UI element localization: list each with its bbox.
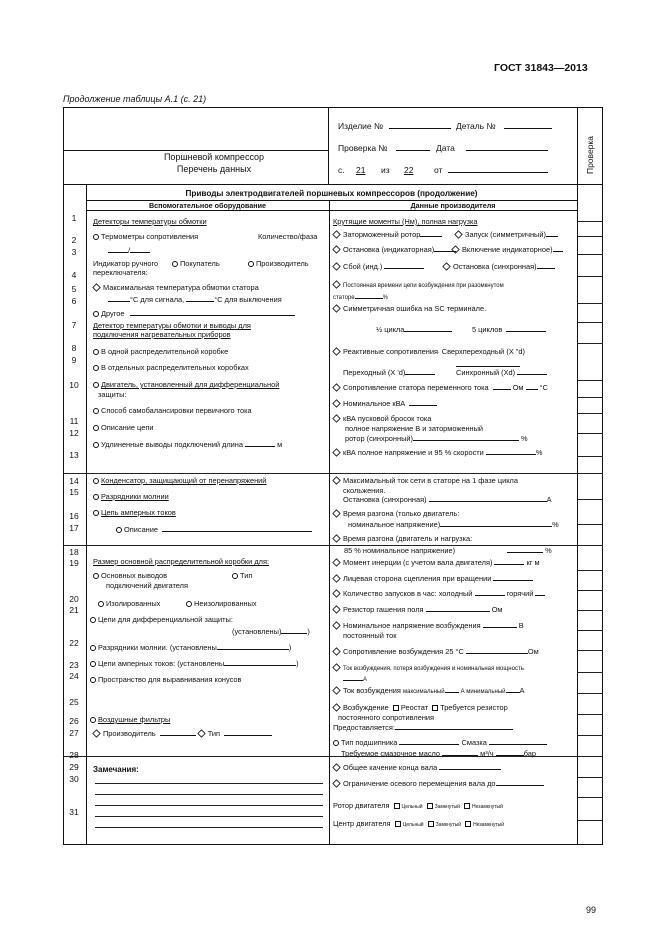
check-rule — [577, 433, 603, 434]
diamond-icon — [332, 589, 340, 597]
radio-icon — [93, 573, 99, 579]
diamond-icon — [332, 534, 340, 542]
date-field[interactable] — [466, 150, 548, 151]
remarks-line[interactable] — [95, 794, 323, 795]
sheet-from: от — [434, 165, 443, 175]
radio-icon — [90, 677, 96, 683]
non-insulated-option[interactable]: Неизолированных — [186, 599, 257, 608]
section-title: Приводы электродвигателей поршневых компрессоров (продолжение) — [185, 189, 478, 198]
diamond-icon — [332, 686, 340, 694]
check-rule — [577, 630, 603, 631]
dc-label: постоянный ток — [343, 631, 397, 640]
field-current-loss-value[interactable]: А — [343, 674, 367, 683]
row-number: 14 — [69, 476, 79, 486]
check-label: Проверка № — [338, 143, 388, 153]
diff-protection-circuits[interactable]: Цепи для дифференциальной защиты: — [90, 615, 233, 624]
page-number: 99 — [586, 905, 597, 915]
row-number: 31 — [69, 807, 79, 817]
row-number: 19 — [69, 558, 79, 568]
row-number: 2 — [71, 235, 77, 245]
lightning-arresters-option[interactable]: Разрядники молнии — [93, 492, 169, 501]
radio-icon — [98, 601, 104, 607]
item-field[interactable] — [389, 128, 451, 129]
ampere-circuit-option[interactable]: Цепь амперных токов — [93, 508, 176, 517]
remarks-line[interactable] — [95, 827, 323, 828]
stator-field[interactable]: статоре % — [333, 292, 388, 301]
diamond-icon — [332, 304, 340, 312]
diamond-icon — [332, 448, 340, 456]
cone-alignment-space[interactable]: Пространство для выравнивания конусов — [90, 675, 241, 684]
row-number: 13 — [69, 450, 79, 460]
full-voltage-locked: полное напряжение В и заторможенный — [345, 424, 484, 433]
bearing-type[interactable]: Тип подшипника Смазка — [333, 738, 547, 747]
field-discharge-resistor[interactable]: Резистор гашения поля Ом — [333, 605, 503, 614]
transient-field[interactable]: Переходный (X 'd) — [343, 368, 435, 377]
check-rule — [577, 499, 603, 500]
installed-field-1[interactable]: (установлены) ) — [232, 627, 310, 636]
leads-type-option[interactable]: Тип — [232, 571, 252, 580]
checkbox-icon[interactable] — [393, 705, 399, 711]
diamond-icon — [332, 763, 340, 771]
main-box-size: Размер основной распределительной коробки для: — [93, 557, 270, 566]
check-rule — [577, 672, 603, 673]
check-rule — [577, 610, 603, 611]
single-box-option[interactable]: В одной распределительной коробке — [93, 347, 228, 356]
radio-icon — [93, 382, 99, 388]
sheet-total: 22 — [404, 165, 414, 175]
winding-temp-detectors: Детекторы температуры обмотки — [93, 217, 207, 226]
starts-per-hour[interactable]: Количество запусков в час: холодный горячий — [333, 589, 545, 598]
radio-icon — [93, 408, 99, 414]
row-number: 4 — [71, 270, 77, 280]
air-filters-option[interactable]: Воздушные фильтры — [90, 715, 170, 724]
checkbox-icon[interactable] — [428, 821, 434, 827]
sync-rotor-field[interactable]: ротор (синхронный) % — [345, 434, 528, 443]
date-label: Дата — [436, 143, 455, 153]
row-number: 9 — [71, 355, 77, 365]
max-line-current[interactable]: Максимальный ток сети в статоре на 1 фазе цикла — [333, 476, 518, 485]
radio-icon — [116, 527, 122, 533]
check-rule — [577, 254, 603, 255]
row-number: 11 — [69, 416, 79, 426]
full-load-torques: Крутящие моменты (Нм), полная нагрузка — [333, 217, 478, 226]
diamond-icon — [332, 262, 340, 270]
indicator-stop-torque[interactable]: Остановка (индикаторная) — [333, 245, 456, 254]
diamond-icon — [332, 347, 340, 355]
check-rule — [577, 303, 603, 304]
row-number: 30 — [69, 774, 79, 784]
radio-icon — [186, 601, 192, 607]
protection-label: защиты: — [98, 390, 127, 399]
table-continuation-label: Продолжение таблицы А.1 (с. 21) — [63, 94, 207, 104]
field-current-loss[interactable]: Ток возбуждения, потеря возбуждения и номинальная мощность — [333, 664, 524, 672]
symmetric-start-torque[interactable]: Запуск (симметричный) — [455, 230, 558, 239]
check-rule — [577, 570, 603, 571]
row-number: 8 — [71, 343, 77, 353]
check-rule — [577, 735, 603, 736]
item-label: Изделие № — [338, 121, 384, 131]
main-leads-option[interactable]: Основных выводов — [93, 571, 167, 580]
detail-field[interactable] — [504, 128, 552, 129]
switch-label-2: переключателя: — [93, 268, 148, 277]
differential-protection-motor[interactable]: Двигатель, установленный для дифференциальной — [93, 380, 279, 389]
five-cycles-field[interactable]: 5 циклов — [472, 325, 546, 334]
resistance-thermometers-option[interactable]: Термометры сопротивления — [93, 232, 198, 241]
header-divider — [328, 107, 329, 185]
field-resistance[interactable]: Сопротивление возбуждения 25 °С Ом — [333, 647, 539, 656]
diamond-icon — [332, 476, 340, 484]
header-bottom-rule — [63, 184, 603, 185]
rated-excitation-voltage[interactable]: Номинальное напряжение возбуждения В — [333, 621, 524, 630]
slip-label: скольжения. — [343, 486, 386, 495]
radio-icon — [93, 510, 99, 516]
rated-kva[interactable]: Номинальное кВА — [333, 399, 437, 408]
radio-icon — [232, 573, 238, 579]
diamond-icon — [197, 729, 205, 737]
check-rule — [577, 650, 603, 651]
check-rule — [577, 343, 603, 344]
lube-oil-required[interactable]: Требуемое смазочное масло м³/ч бар — [341, 749, 536, 758]
middle-column-divider — [329, 200, 330, 845]
title-data-list: Перечень данных — [176, 164, 252, 174]
diamond-icon — [92, 729, 100, 737]
row-number: 28 — [69, 750, 79, 760]
surge-capacitor-option[interactable]: Конденсатор, защищающий от перенапряжений — [93, 476, 266, 485]
other-option[interactable]: Другое — [93, 309, 295, 318]
radio-icon — [93, 425, 99, 431]
insulated-option[interactable]: Изолированных — [98, 599, 160, 608]
check-rule — [577, 322, 603, 323]
check-rule — [577, 590, 603, 591]
check-vertical-label: Проверка — [585, 135, 595, 175]
diamond-icon — [332, 621, 340, 629]
indicator-on-torque[interactable]: Включение индикаторное) — [452, 245, 563, 254]
check-rule — [577, 380, 603, 381]
row-number: 22 — [69, 638, 79, 648]
rtd-heater-leads-2: подключения нагревательных приборов — [93, 330, 231, 339]
diamond-icon — [332, 605, 340, 613]
accel-time-load[interactable]: Время разгона (двигатель и нагрузка: — [333, 534, 472, 543]
field-time-constant[interactable]: Постоянная времени цепи возбуждения при разомкнутом — [333, 281, 504, 289]
diamond-icon — [451, 245, 459, 253]
constant-resistance-label: постоянного сопротивления — [338, 713, 435, 722]
extended-leads-option[interactable]: Удлиненные выводы подключений длина м — [93, 440, 282, 449]
filter-manufacturer[interactable]: Производитель Тип — [93, 729, 272, 738]
radio-icon — [93, 234, 99, 240]
row-number: 25 — [69, 697, 79, 707]
axial-float-limit[interactable]: Ограничение осевого перемещения вала до — [333, 779, 544, 788]
signal-shutdown-temp[interactable]: °С для сигнала, °С для выключения — [108, 295, 282, 304]
check-rule — [577, 777, 603, 778]
row-number: 15 — [69, 487, 79, 497]
right-column-head: Данные производителя — [410, 201, 496, 210]
row-number: 17 — [69, 523, 79, 533]
motor-connections-label: подключений двигателя — [106, 581, 188, 590]
row-number: 27 — [69, 728, 79, 738]
diamond-icon — [332, 558, 340, 566]
check-rule — [577, 413, 603, 414]
row-number: 18 — [69, 547, 79, 557]
switch-indicator-label: Индикатор ручного — [93, 259, 159, 268]
sheet-number: 21 — [356, 165, 366, 175]
check-rule — [577, 397, 603, 398]
radio-icon — [172, 261, 178, 267]
motor-rotor-type[interactable]: Ротор двигателя Цельный Замкнутый Незамкнутый — [333, 801, 503, 810]
row-number: 21 — [69, 605, 79, 615]
remarks-label: Замечания: — [93, 765, 139, 774]
radio-icon — [93, 494, 99, 500]
reactances[interactable]: Реактивные сопротивления· Сверхпереходный (X "d) — [333, 347, 525, 356]
excitation-options[interactable]: Возбуждение Реостат Требуется резистор — [333, 703, 508, 712]
sheet-of: из — [381, 165, 390, 175]
moment-of-inertia[interactable]: Момент инерции (с учетом вала двигателя) кг м — [333, 558, 540, 567]
rated-voltage-field[interactable]: номинальное напряжение) % — [348, 520, 559, 529]
buyer-option[interactable]: Покупатель — [172, 259, 220, 268]
max-stator-temp[interactable]: Максимальная температура обмотки статора — [93, 283, 259, 292]
checkbox-icon[interactable] — [395, 821, 401, 827]
row-number: 20 — [69, 594, 79, 604]
sheet-date-field[interactable] — [448, 172, 548, 173]
provided-field[interactable]: Предоставляется: — [333, 723, 513, 732]
radio-icon — [93, 365, 99, 371]
radio-icon — [93, 311, 99, 317]
row-number: 12 — [69, 428, 79, 438]
row-number: 3 — [71, 247, 77, 257]
diamond-icon — [332, 574, 340, 582]
row-number: 16 — [69, 511, 79, 521]
standard-code: ГОСТ 31843—2013 — [494, 62, 588, 74]
separate-boxes-option[interactable]: В отдельных распределительных коробках — [93, 363, 249, 372]
half-cycle-field[interactable]: ½ цикла — [376, 325, 452, 334]
diamond-icon — [332, 245, 340, 253]
diamond-icon — [332, 280, 340, 288]
checkbox-icon[interactable] — [464, 803, 470, 809]
column-head-rule — [86, 210, 577, 211]
row-number: 6 — [71, 296, 77, 306]
locked-rotor-torque[interactable]: Заторможенный ротор — [333, 230, 442, 239]
diamond-icon — [332, 230, 340, 238]
coupling-face-rotation[interactable]: Лицевая сторона сцепления при вращении — [333, 574, 533, 583]
row-number: 23 — [69, 660, 79, 670]
diamond-icon — [332, 703, 340, 711]
radio-icon — [90, 645, 96, 651]
check-rule — [577, 276, 603, 277]
check-field[interactable] — [396, 150, 430, 151]
check-rule — [577, 221, 603, 222]
diamond-icon — [92, 283, 100, 291]
radio-icon — [90, 617, 96, 623]
checkbox-icon[interactable] — [465, 821, 471, 827]
rtd-heater-leads-1: Детектор температуры обмотки и выводы для — [93, 321, 251, 330]
diamond-icon — [332, 383, 340, 391]
check-rule — [577, 820, 603, 821]
shaft-end-runout[interactable]: Общее качение конца вала — [333, 763, 501, 772]
checkbox-icon[interactable] — [427, 803, 433, 809]
diamond-icon — [332, 647, 340, 655]
row-number: 29 — [69, 762, 79, 772]
check-rule — [577, 236, 603, 237]
accel-time-motor[interactable]: Время разгона (только двигатель: — [333, 509, 459, 518]
detail-label: Деталь № — [456, 121, 496, 131]
radio-icon — [93, 478, 99, 484]
left-column-head: Вспомогательное оборудование — [148, 201, 267, 210]
radio-icon — [333, 740, 339, 746]
synchronous-field[interactable]: Синхронный (Xd) — [456, 368, 547, 377]
check-rule — [577, 797, 603, 798]
diamond-icon — [332, 399, 340, 407]
ampere-circuits-installed[interactable]: Цепи амперных токов: (установлены ) — [90, 659, 299, 668]
radio-icon — [90, 661, 96, 667]
kva-95-speed[interactable]: кВА полное напряжение и 95 % скорости % — [333, 448, 542, 457]
check-rule — [577, 693, 603, 694]
diamond-icon — [332, 414, 340, 422]
arresters-installed[interactable]: Разрядники молнии. (установлены ) — [90, 643, 291, 652]
check-rule — [577, 524, 603, 525]
remarks-line[interactable] — [95, 783, 323, 784]
quantity-per-phase-field[interactable]: / — [108, 246, 150, 255]
fault-torque[interactable]: Сбой (инд.) — [333, 262, 424, 271]
excitation-current[interactable]: Ток возбуждения максимальный А минимальный А — [333, 686, 524, 695]
checkbox-icon[interactable] — [394, 803, 400, 809]
diamond-icon — [454, 230, 462, 238]
group-rule-1 — [63, 473, 603, 474]
diamond-icon — [332, 663, 340, 671]
row-number: 10 — [69, 380, 79, 390]
row-number: 1 — [71, 213, 77, 223]
radio-icon — [248, 261, 254, 267]
diamond-icon — [332, 509, 340, 517]
voltage-85-field[interactable]: 85 % номинальное напряжение) % — [344, 546, 552, 555]
motor-center-type[interactable]: Центр двигателя Цельный Замкнутый Незамкнутый — [333, 819, 505, 828]
sc-terminal-fault[interactable]: Симметричная ошибка на SC терминале. — [333, 304, 486, 313]
remarks-line[interactable] — [95, 805, 323, 806]
description-field[interactable]: Описание — [116, 525, 312, 534]
diamond-icon — [332, 779, 340, 787]
row-number: 26 — [69, 716, 79, 726]
number-column-divider — [86, 184, 87, 845]
sync-stop-current[interactable]: Остановка (синхронная) А — [343, 495, 552, 504]
quantity-per-phase-label: Количество/фаза — [258, 232, 318, 241]
remarks-line[interactable] — [95, 816, 323, 817]
radio-icon — [90, 717, 96, 723]
sheet-prefix: с. — [338, 165, 345, 175]
title-compressor: Поршневой компрессор — [163, 152, 265, 162]
diamond-icon — [442, 262, 450, 270]
radio-icon — [93, 349, 99, 355]
check-rule — [577, 714, 603, 715]
inrush-kva[interactable]: кВА пусковой бросок тока — [333, 414, 431, 423]
self-balance-option[interactable]: Способ самобалансировки первичного тока — [93, 406, 252, 415]
sync-stop-torque[interactable]: Остановка (синхронная) — [443, 262, 555, 271]
ac-stator-resistance[interactable]: Сопротивление статора переменного тока Ом °С — [333, 383, 548, 392]
row-number: 5 — [71, 284, 77, 294]
row-number: 24 — [69, 671, 79, 681]
check-rule — [577, 456, 603, 457]
radio-icon — [93, 442, 99, 448]
row-number: 7 — [71, 320, 77, 330]
checkbox-icon[interactable] — [432, 705, 438, 711]
manufacturer-option[interactable]: Производитель — [248, 259, 309, 268]
circuit-description-option[interactable]: Описание цепи — [93, 423, 153, 432]
